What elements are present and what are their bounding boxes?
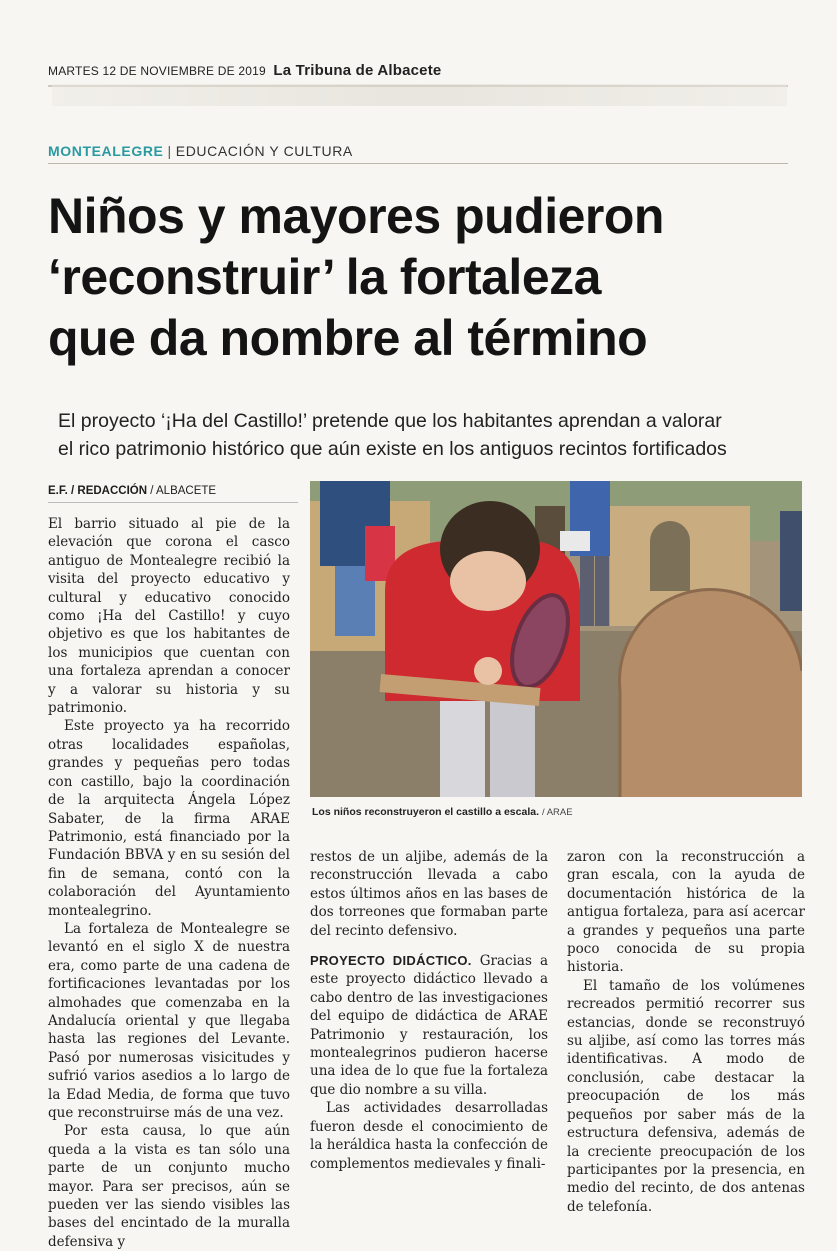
headline-line: Niños y mayores pudieron <box>48 188 664 244</box>
article-column-2 <box>310 848 548 1173</box>
paragraph: El tamaño de los volúmenes recreados permitió recorrer sus estancias, donde se reconstruyó su aljibe, así como las torres más identificativas. A modo de conclusión, cabe destacar la preocupación de los más pequeños por saber más de la estructura defensiva, además de la creciente preocupación de los participantes por la presencia, en medio del recinto, de dos antenas de telefonía. <box>567 977 805 1215</box>
photo-illustration <box>310 481 802 797</box>
paragraph: Las actividades desarrolladas fueron desde el conocimiento de la heráldica hasta la confección de complementos medievales y finali- <box>310 1100 548 1172</box>
headline <box>48 186 808 369</box>
article-column-3 <box>567 848 805 1216</box>
photo-credit: / ARAE <box>541 807 573 818</box>
headline-line: ‘reconstruir’ la fortaleza <box>48 249 601 305</box>
byline-author: E.F. / REDACCIÓN <box>48 485 148 497</box>
byline-location: ALBACETE <box>156 485 217 497</box>
paragraph: restos de un aljibe, además de la reconstrucción llevada a cabo estos últimos años en las bases de dos torreones que formaban parte del recinto defensivo. <box>310 849 548 939</box>
issue-date: MARTES 12 DE NOVIEMBRE DE 2019 <box>48 64 266 78</box>
paragraph: zaron con la reconstrucción a gran escala, con la ayuda de documentación histórica de la antigua fortaleza, para así acercar a grandes y pequeños una parte poco conocida de su propia historia. <box>567 849 805 976</box>
photo-caption <box>312 806 802 818</box>
byline: E.F. / REDACCIÓN / ALBACETE <box>48 485 298 503</box>
article-column-1 <box>48 515 290 1251</box>
paragraph-text: Gracias a este proyecto didáctico llevado a cabo dentro de las investigaciones del equipo de didáctica de ARAE Patrimonio y restauración, los montealegrinos pudieron hacerse una idea de lo que fue la fortaleza que dio nombre a su villa. <box>310 953 548 1098</box>
headline-line: que da nombre al término <box>48 310 648 366</box>
subheadline-line: El proyecto ‘¡Ha del Castillo!’ pretende que los habitantes aprendan a valorar <box>58 410 722 432</box>
paragraph: Este proyecto ya ha recorrido otras localidades españolas, grandes y pequeñas pero todas con castillo, bajo la coordinación de la arquitecta Ángela López Sabater, de la firma ARAE Patrimonio, está financiado por la Fundación BBVA y en su sesión del fin de semana, contó con la colaboración del Ayuntamiento montealegrino. <box>48 718 290 919</box>
paragraph: El barrio situado al pie de la elevación que corona el casco antiguo de Montealegre recibió la visita del proyecto educativo y cultural y educativo conocido como ¡Ha del Castillo! y cuyo objetivo es que los habitantes de los municipios que cuentan con una fortaleza aprendan a conocer y a valorar su historia y su patrimonio. <box>48 516 290 717</box>
newspaper-name: La Tribuna de Albacete <box>273 62 442 79</box>
article-photo <box>310 481 802 797</box>
caption-text: Los niños reconstruyeron el castillo a escala. <box>312 806 540 818</box>
paragraph: La fortaleza de Montealegre se levantó en el siglo X de nuestra era, como parte de una cadena de fortificaciones levantadas por los almohades que comenzaba en la Andalucía oriental y que llegaba hasta las regiones del Levante. Pasó por numerosas visicitudes y sufrió varios asedios a lo largo de la Edad Media, de forma que tuvo que reconstruirse más de una vez. <box>48 920 290 1121</box>
section-category: EDUCACIÓN Y CULTURA <box>175 143 353 159</box>
subheadline-line: el rico patrimonio histórico que aún existe en los antiguos recintos fortificados <box>58 438 727 460</box>
section-label <box>48 143 788 164</box>
subheading: PROYECTO DIDÁCTICO. <box>310 953 472 969</box>
bleed-through-band <box>52 84 787 106</box>
paragraph: Por esta causa, lo que aún queda a la vista es tan sólo una parte de un conjunto mucho mayor. Para ser precisos, aún se pueden ver las siendo visibles las bases del encintado de la muralla defensiva y <box>48 1123 290 1250</box>
section-separator: | <box>167 143 172 159</box>
subheadline <box>58 407 798 463</box>
section-place: MONTEALEGRE <box>48 143 164 159</box>
